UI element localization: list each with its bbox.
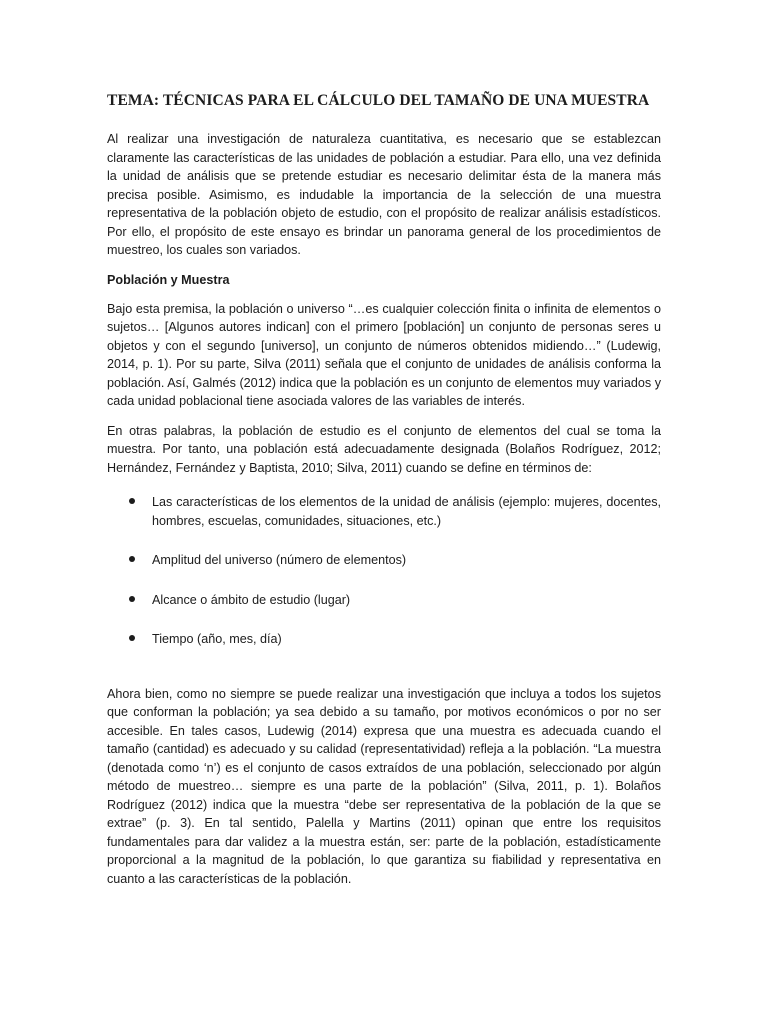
intro-paragraph: Al realizar una investigación de naturaleza cuantitativa, es necesario que se establezcan claramente las características de las unidades de población a estudiar. Para ello, una vez definida la unidad de análisis que se pretende estudiar es necesario delimitar ésta de la manera más precisa posible. Asimismo, es indudable la importancia de la selección de una muestra representativa de la población objeto de estudio, con el propósito de realizar análisis estadísticos. Por ello, el propósito de este ensayo es brindar un panorama general de los procedimientos de muestreo, los cuales son variados. (107, 132, 661, 257)
list-item (107, 493, 661, 530)
list-item (107, 591, 661, 610)
bullet-icon (129, 498, 135, 504)
list-item-text: Amplitud del universo (número de elementos) (152, 553, 407, 567)
list-item-text: Las características de los elementos de la unidad de análisis (ejemplo: mujeres, docentes, hombres, escuelas, comunidades, situaciones, etc.) (152, 495, 661, 528)
bullet-icon (129, 556, 135, 562)
bullet-icon (129, 635, 135, 641)
document-page (107, 92, 661, 899)
population-paragraph: Bajo esta premisa, la población o universo “…es cualquier colección finita o infinita de elementos o sujetos… [Algunos autores indican] con el primero [población] un conjunto de personas seres u objetos y con el segundo [universo], un conjunto de números obtenidos midiendo…” (Ludewig, 2014, p. 1). Por su parte, Silva (2011) señala que el conjunto de unidades de análisis conforma la población. Así, Galmés (2012) indica que la población es un conjunto de elementos muy variados y cada unidad poblacional tiene asociada valores de las variables de interés. (107, 301, 661, 408)
list-item (107, 630, 661, 649)
list-item-text: Alcance o ámbito de estudio (lugar) (152, 592, 351, 607)
list-item (107, 551, 661, 570)
criteria-list (107, 493, 661, 649)
document-title: TEMA: TÉCNICAS PARA EL CÁLCULO DEL TAMAÑO DE UNA MUESTRA (107, 92, 650, 109)
list-item-text: Tiempo (año, mes, día) (152, 632, 282, 646)
definition-paragraph: En otras palabras, la población de estudio es el conjunto de elementos del cual se toma la muestra. Por tanto, una población está adecuadamente designada (Bolaños Rodríguez, 2012; Hernández, Fernández y Baptista, 2010; Silva, 2011) cuando se define en términos de: (107, 423, 661, 475)
sample-paragraph: Ahora bien, como no siempre se puede realizar una investigación que incluya a todos los sujetos que conforman la población; ya sea debido a su tamaño, por motivos económicos o por no ser accesible. En tales casos, Ludewig (2014) expresa que una muestra es adecuada cuando el tamaño (cantidad) es adecuado y su calidad (representatividad) refleja a la población. “La muestra (denotada como ‘n’) es el conjunto de casos extraídos de una población, seleccionado por algún método de muestreo… siempre es una parte de la población” (Silva, 2011, p. 1). Bolaños Rodríguez (2012) indica que la muestra “debe ser representativa de la población de la que se extrae” (p. 3). En tal sentido, Palella y Martins (2011) opinan que entre los requisitos fundamentales para dar validez a la muestra están, ser: parte de la población, estadísticamente proporcional a la magnitud de la población, lo que garantiza su fiabilidad y representativa en cuanto a las características de la población. (107, 686, 661, 886)
bullet-icon (129, 596, 135, 602)
section-heading: Población y Muestra (107, 272, 230, 287)
